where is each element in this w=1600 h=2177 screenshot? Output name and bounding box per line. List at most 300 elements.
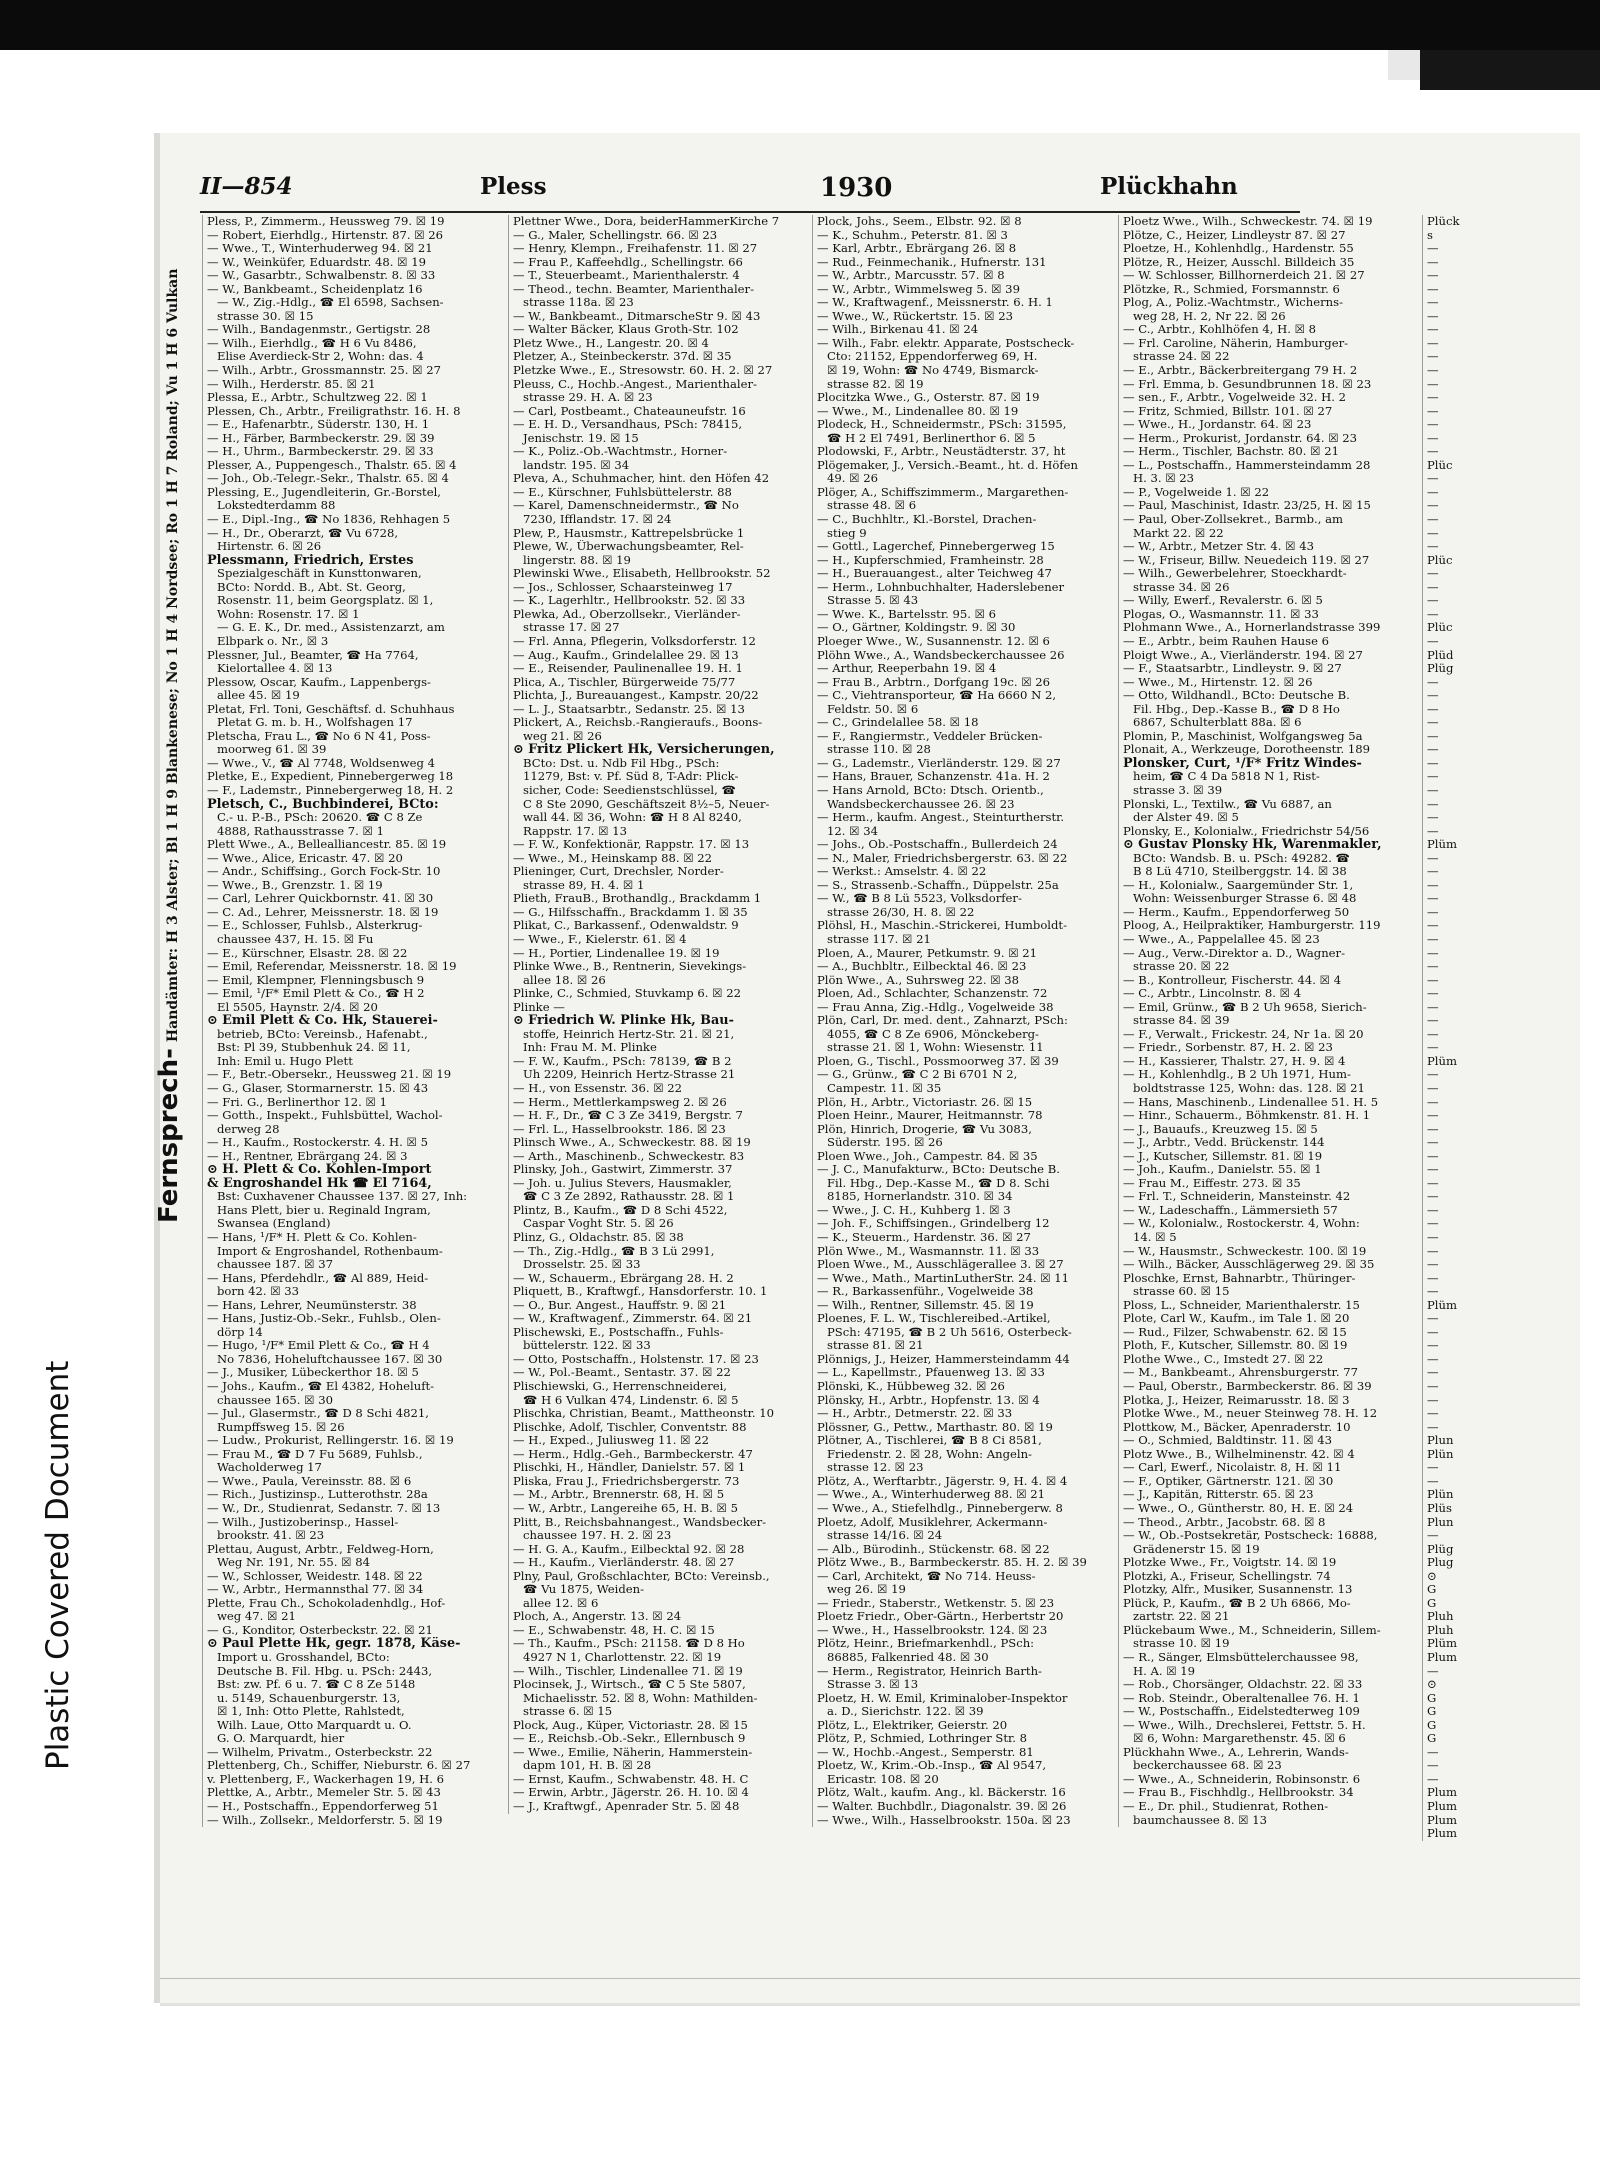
header-rule bbox=[200, 211, 1300, 213]
directory-entry-line: strasse 84. ☒ 39 bbox=[1133, 1014, 1230, 1028]
directory-entry-line: Süderstr. 195. ☒ 26 bbox=[827, 1136, 943, 1150]
directory-entry-line: — C., Arbtr., Lincolnstr. 8. ☒ 4 bbox=[1123, 987, 1302, 1001]
directory-entry-line: Pluh bbox=[1427, 1610, 1454, 1624]
directory-entry-line: Plohmann Wwe., A., Hornerlandstrasse 399 bbox=[1123, 621, 1381, 635]
directory-entry-line: — E. H. D., Versandhaus, PSch: 78415, bbox=[513, 418, 743, 432]
directory-entry-line: — bbox=[1427, 824, 1439, 838]
directory-entry-line: — bbox=[1427, 296, 1439, 310]
directory-entry-line: Kielortallee 4. ☒ 13 bbox=[217, 662, 333, 676]
directory-entry-line: — bbox=[1427, 1109, 1439, 1123]
directory-entry-line: chaussee 437, H. 15. ☒ Fu bbox=[217, 932, 374, 946]
directory-entry-line: — H., Rentner, Ebrärgang 24. ☒ 3 bbox=[207, 1149, 408, 1163]
directory-entry-line: — Wilh., Justizoberinsp., Hassel- bbox=[207, 1515, 399, 1529]
directory-entry-line: — W., Weinküfer, Eduardstr. 48. ☒ 19 bbox=[207, 255, 426, 269]
directory-entry-line: Bst: zw. Pf. 6 u. 7. ☎ C 8 Ze 5148 bbox=[217, 1678, 416, 1692]
directory-entry-line: Plotzke Wwe., Fr., Voigtstr. 14. ☒ 19 bbox=[1123, 1556, 1337, 1570]
directory-entry-line: Ploen, Ad., Schlachter, Schanzenstr. 72 bbox=[817, 987, 1048, 1001]
directory-entry-line: — bbox=[1427, 919, 1439, 933]
directory-entry-line: chaussee 197. H. 2. ☒ 23 bbox=[523, 1529, 672, 1543]
directory-entry-line: weg 26. ☒ 19 bbox=[827, 1583, 906, 1597]
directory-entry-line: — bbox=[1427, 1041, 1439, 1055]
directory-entry-line: 4927 N 1, Charlottenstr. 22. ☒ 19 bbox=[523, 1650, 722, 1664]
directory-entry-line: Plüm bbox=[1427, 1637, 1457, 1651]
directory-entry-line: strasse 60. ☒ 15 bbox=[1133, 1285, 1230, 1299]
directory-entry-line: — E., Reichsb.-Ob.-Sekr., Ellernbusch 9 bbox=[513, 1732, 746, 1746]
directory-entry-line: Plöhn Wwe., A., Wandsbeckerchaussee 26 bbox=[817, 648, 1065, 662]
directory-entry-line: — K., Lagerhltr., Hellbrookstr. 52. ☒ 33 bbox=[513, 594, 746, 608]
directory-entry-line: — G., Lademstr., Vierländerstr. 129. ☒ 27 bbox=[817, 756, 1061, 770]
directory-entry-line: — Arthur, Reeperbahn 19. ☒ 4 bbox=[817, 662, 997, 676]
directory-entry-line: — W., Ob.-Postsekretär, Postscheck: 16888, bbox=[1123, 1529, 1378, 1543]
directory-entry-line: ☎ C 3 Ze 2892, Rathausstr. 28. ☒ 1 bbox=[523, 1190, 735, 1204]
directory-entry-line: allee 18. ☒ 26 bbox=[523, 973, 606, 987]
directory-entry-line: — F., Verwalt., Frickestr. 24, Nr 1a. ☒ 20 bbox=[1123, 1027, 1364, 1041]
directory-entry-line: Plessa, E., Arbtr., Schultzweg 22. ☒ 1 bbox=[207, 391, 428, 405]
directory-entry-line: G. O. Marquardt, hier bbox=[217, 1732, 345, 1746]
directory-entry-line: G bbox=[1427, 1718, 1437, 1732]
directory-entry-line: — bbox=[1427, 689, 1439, 703]
directory-entry-line: strasse 10. ☒ 19 bbox=[1133, 1637, 1230, 1651]
directory-entry-line: — Wilh., Birkenau 41. ☒ 24 bbox=[817, 323, 979, 337]
directory-entry-line: strasse 6. ☒ 15 bbox=[523, 1705, 613, 1719]
directory-entry-line: — Wwe., H., Hasselbrookstr. 124. ☒ 23 bbox=[817, 1623, 1048, 1637]
directory-entry-line: — W., Kraftwagenf., Zimmerstr. 64. ☒ 21 bbox=[513, 1312, 753, 1326]
directory-entry-line: 6867, Schulterblatt 88a. ☒ 6 bbox=[1133, 716, 1302, 730]
directory-entry-line: Plonsker, Curt, ¹/F* Fritz Windes- bbox=[1123, 756, 1362, 771]
directory-entry-line: — Wwe., O., Güntherstr. 80, H. E. ☒ 24 bbox=[1123, 1501, 1354, 1515]
directory-entry-line: 8185, Hornerlandstr. 310. ☒ 34 bbox=[827, 1190, 1013, 1204]
directory-entry-line: — W., Gasarbtr., Schwalbenstr. 8. ☒ 33 bbox=[207, 269, 436, 283]
directory-entry-line: — Wilh., Herderstr. 85. ☒ 21 bbox=[207, 377, 376, 391]
directory-entry-line: Import u. Grosshandel, BCto: bbox=[217, 1650, 390, 1664]
directory-entry-line: — Robert, Eierhdlg., Hirtenstr. 87. ☒ 26 bbox=[207, 228, 444, 242]
directory-entry-line: — Hans, Pferdehdlr., ☎ Al 889, Heid- bbox=[207, 1271, 429, 1285]
directory-entry-line: Plischewski, E., Postschaffn., Fuhls- bbox=[513, 1325, 724, 1339]
directory-entry-line: Ploenes, F. L. W., Tischlereibed.-Artikel, bbox=[817, 1312, 1051, 1326]
directory-entry-line: — bbox=[1427, 431, 1439, 445]
directory-entry-line: — Wwe., A., Winterhuderweg 88. ☒ 21 bbox=[817, 1488, 1046, 1502]
directory-entry-line: Plönski, K., Hübbeweg 32. ☒ 26 bbox=[817, 1380, 1005, 1394]
directory-entry-line: — Frau P., Kaffeehdlg., Schellingstr. 66 bbox=[513, 255, 743, 269]
directory-entry-line: — L., Postschaffn., Hammersteindamm 28 bbox=[1123, 458, 1371, 472]
directory-entry-line: strasse 29. H. A. ☒ 23 bbox=[523, 391, 653, 405]
directory-entry-line: — bbox=[1427, 811, 1439, 825]
exchange-legend-text: Handämter: H 3 Alster; Bl 1 H 9 Blankenese; No 1 H 4 Nordsee; Ro 1 H 7 Roland; Vu 1 H 6 Vulkan bbox=[165, 268, 181, 1043]
directory-entry-line: 4888, Rathausstrasse 7. ☒ 1 bbox=[217, 824, 384, 838]
directory-entry-line: — bbox=[1427, 391, 1439, 405]
directory-entry-line: büttelerstr. 122. ☒ 33 bbox=[523, 1339, 651, 1353]
directory-entry-line: strasse 12. ☒ 23 bbox=[827, 1461, 924, 1475]
directory-entry-line: — W., Kolonialw., Rostockerstr. 4, Wohn: bbox=[1123, 1217, 1360, 1231]
directory-entry-line: Plotz Wwe., B., Wilhelminenstr. 42. ☒ 4 bbox=[1123, 1447, 1355, 1461]
directory-entry-line: Plitt, B., Reichsbahnangest., Wandsbecker- bbox=[513, 1515, 767, 1529]
directory-entry-line: — C., Buchhltr., Kl.-Borstel, Drachen- bbox=[817, 513, 1037, 527]
directory-entry-line: — Hans, Lehrer, Neumünsterstr. 38 bbox=[207, 1298, 417, 1312]
directory-entry-line: — bbox=[1427, 1420, 1439, 1434]
directory-entry-line: Plote, Carl W., Kaufm., im Tale 1. ☒ 20 bbox=[1123, 1312, 1350, 1326]
directory-entry-line: — bbox=[1427, 580, 1439, 594]
header-first-word: Pless bbox=[480, 173, 547, 200]
directory-entry-line: — bbox=[1427, 309, 1439, 323]
directory-entry-line: Cto: 21152, Eppendorferweg 69, H. bbox=[827, 350, 1038, 364]
directory-entry-line: Plettner Wwe., Dora, beiderHammerKirche 7 bbox=[513, 215, 780, 228]
directory-entry-line: Caspar Voght Str. 5. ☒ 26 bbox=[523, 1217, 674, 1231]
directory-entry-line: — P., Vogelweide 1. ☒ 22 bbox=[1123, 485, 1270, 499]
directory-entry-line: Michaelisstr. 52. ☒ 8, Wohn: Mathilden- bbox=[523, 1691, 758, 1705]
directory-entry-line: — F. W., Konfektionär, Rappstr. 17. ☒ 13 bbox=[513, 838, 750, 852]
directory-entry-line: landstr. 195. ☒ 34 bbox=[523, 458, 630, 472]
directory-entry-line: — Emil, Grünw., ☎ B 2 Uh 9658, Sierich- bbox=[1123, 1000, 1367, 1014]
directory-entry-line: Weg Nr. 191, Nr. 55. ☒ 84 bbox=[217, 1556, 370, 1570]
directory-entry-line: — E., Reisender, Paulinenallee 19. H. 1 bbox=[513, 662, 743, 676]
directory-entry-line: — Wilh., Bandagenmstr., Gertigstr. 28 bbox=[207, 323, 431, 337]
directory-entry-line: Elbpark o. Nr., ☒ 3 bbox=[217, 634, 329, 648]
directory-entry-line: — Wilh., Tischler, Lindenallee 71. ☒ 19 bbox=[513, 1664, 743, 1678]
directory-entry-line: 11279, Bst: v. Pf. Süd 8, T-Adr: Plick- bbox=[523, 770, 739, 784]
directory-entry-line: — bbox=[1427, 445, 1439, 459]
directory-entry-line: — Wwe., M., Lindenallee 80. ☒ 19 bbox=[817, 404, 1019, 418]
page-bottom-line bbox=[160, 1978, 1580, 1979]
directory-entry-line: G bbox=[1427, 1691, 1437, 1705]
directory-entry-line: — C. Ad., Lehrer, Meissnerstr. 18. ☒ 19 bbox=[207, 905, 439, 919]
directory-entry-line: — bbox=[1427, 1285, 1439, 1299]
directory-entry-line: Plewinski Wwe., Elisabeth, Hellbrookstr. 52 bbox=[513, 567, 771, 581]
directory-entry-line: strasse 110. ☒ 28 bbox=[827, 743, 931, 757]
directory-entry-line: PSch: 47195, ☎ B 2 Uh 5616, Osterbeck- bbox=[827, 1325, 1072, 1339]
directory-entry-line: — Paul, Oberstr., Barmbeckerstr. 86. ☒ 39 bbox=[1123, 1380, 1372, 1394]
directory-entry-line: — Herm., Lohnbuchhalter, Haderslebener bbox=[817, 580, 1065, 594]
directory-entry-line: strasse 3. ☒ 39 bbox=[1133, 783, 1223, 797]
directory-entry-line: Plock, Aug., Küper, Victoriastr. 28. ☒ 15 bbox=[513, 1718, 748, 1732]
directory-entry-line: Deutsche B. Fil. Hbg. u. PSch: 2443, bbox=[217, 1664, 433, 1678]
directory-entry-line: — Walter. Buchbdlr., Diagonalstr. 39. ☒ 26 bbox=[817, 1799, 1067, 1813]
directory-entry-line: — W. Schlosser, Billhornerdeich 21. ☒ 27 bbox=[1123, 269, 1365, 283]
directory-entry-line: — bbox=[1427, 932, 1439, 946]
directory-entry-line: — bbox=[1427, 1664, 1439, 1678]
directory-entry-line: — bbox=[1427, 702, 1439, 716]
directory-entry-line: Pletzer, A., Steinbeckerstr. 37d. ☒ 35 bbox=[513, 350, 732, 364]
directory-entry-line: — bbox=[1427, 1095, 1439, 1109]
directory-entry-line: wall 44. ☒ 36, Wohn: ☎ H 8 Al 8240, bbox=[523, 811, 742, 825]
directory-entry-line: — Wwe., Math., MartinLutherStr. 24. ☒ 11 bbox=[817, 1271, 1070, 1285]
directory-entry-line: — bbox=[1427, 1461, 1439, 1475]
directory-entry-line: — bbox=[1427, 336, 1439, 350]
directory-entry-line: weg 28, H. 2, Nr 22. ☒ 26 bbox=[1133, 309, 1286, 323]
directory-entry-line: Plischke, Adolf, Tischler, Conventstr. 88 bbox=[513, 1420, 747, 1434]
directory-entry-line: — Emil, Referendar, Meissnerstr. 18. ☒ 19 bbox=[207, 960, 457, 974]
directory-entry-line: Campestr. 11. ☒ 35 bbox=[827, 1082, 942, 1095]
directory-entry-line: Plessmann, Friedrich, Erstes bbox=[207, 553, 414, 568]
directory-entry-line: Plinz, G., Oldachstr. 85. ☒ 38 bbox=[513, 1231, 684, 1245]
directory-entry-line: — O., Schmied, Baldtinstr. 11. ☒ 43 bbox=[1123, 1434, 1333, 1448]
directory-entry-line: Plückhahn Wwe., A., Lehrerin, Wands- bbox=[1123, 1745, 1349, 1759]
directory-entry-line: — bbox=[1427, 255, 1439, 269]
directory-entry-line: der Alster 49. ☒ 5 bbox=[1133, 811, 1239, 825]
directory-entry-line: — K., Schuhm., Peterstr. 81. ☒ 3 bbox=[817, 228, 1008, 242]
directory-entry-line: Feldstr. 50. ☒ 6 bbox=[827, 702, 919, 716]
directory-entry-line: — Johs., Ob.-Postschaffn., Bullerdeich 24 bbox=[817, 838, 1058, 852]
directory-entry-line: Plonski, L., Textilw., ☎ Vu 6887, an bbox=[1123, 797, 1332, 811]
directory-entry-line: — bbox=[1427, 770, 1439, 784]
directory-entry-line: — G., Maler, Schellingstr. 66. ☒ 23 bbox=[513, 228, 718, 242]
directory-entry-line: Plotzki, A., Friseur, Schellingstr. 74 bbox=[1123, 1569, 1331, 1583]
directory-entry-line: — L. J., Staatsarbtr., Sedanstr. 25. ☒ 13 bbox=[513, 702, 745, 716]
directory-entry-line: — bbox=[1427, 743, 1439, 757]
directory-entry-line: — Otto, Postschaffn., Holstenstr. 17. ☒ 23 bbox=[513, 1352, 759, 1366]
directory-entry-line: — E., Arbtr., beim Rauhen Hause 6 bbox=[1123, 634, 1330, 648]
directory-entry-line: — H., von Essenstr. 36. ☒ 22 bbox=[513, 1082, 683, 1095]
plastic-covered-label: Plastic Covered Document bbox=[40, 1360, 76, 1770]
directory-entry-line: — W., Bankbeamt., DitmarscheStr 9. ☒ 43 bbox=[513, 309, 761, 323]
directory-entry-line: — Carl, Ewerf., Nicolaistr. 8, H. ☒ 11 bbox=[1123, 1461, 1342, 1475]
directory-entry-line: Ploschke, Ernst, Bahnarbtr., Thüringer- bbox=[1123, 1271, 1356, 1285]
directory-entry-line: — Friedr., Staberstr., Wetkenstr. 5. ☒ 23 bbox=[817, 1596, 1055, 1610]
directory-entry-line: Pletat G. m. b. H., Wolfshagen 17 bbox=[217, 716, 413, 730]
directory-entry-line: Pletscha, Frau L., ☎ No 6 N 41, Poss- bbox=[207, 729, 431, 743]
directory-entry-line: Plötze, C., Heizer, Lindleystr 87. ☒ 27 bbox=[1123, 228, 1346, 242]
directory-entry-line: Ploeger Wwe., W., Susannenstr. 12. ☒ 6 bbox=[817, 634, 1050, 648]
directory-entry-line: 14. ☒ 5 bbox=[1133, 1231, 1177, 1245]
directory-entry-line: — Wwe., T., Winterhuderweg 94. ☒ 21 bbox=[207, 242, 433, 256]
directory-entry-line: Plüm bbox=[1427, 1298, 1457, 1312]
directory-entry-line: — Wwe., A., Schneiderin, Robinsonstr. 6 bbox=[1123, 1772, 1361, 1786]
directory-entry-line: Plock, Johs., Seem., Elbstr. 92. ☒ 8 bbox=[817, 215, 1022, 228]
directory-entry-line: — R., Barkassenführ., Vogelweide 38 bbox=[817, 1285, 1034, 1299]
directory-entry-line: Plun bbox=[1427, 1434, 1454, 1448]
directory-entry-line: Pletsch, C., Buchbinderei, BCto: bbox=[207, 797, 439, 812]
directory-entry-line: weg 21. ☒ 26 bbox=[523, 729, 602, 743]
directory-entry-line: — Frau B., Fischhdlg., Hellbrookstr. 34 bbox=[1123, 1786, 1354, 1800]
header-year: 1930 bbox=[820, 173, 893, 203]
directory-entry-line: Plogas, O., Wasmannstr. 11. ☒ 33 bbox=[1123, 607, 1319, 621]
directory-entry-line: Plieninger, Curt, Drechsler, Norder- bbox=[513, 865, 724, 879]
directory-entry-line: Plüm bbox=[1427, 1054, 1457, 1068]
directory-entry-line: strasse 20. ☒ 22 bbox=[1133, 960, 1230, 974]
directory-entry-line: — W., Hausmstr., Schweckestr. 100. ☒ 19 bbox=[1123, 1244, 1367, 1258]
directory-entry-line: Plönsky, H., Arbtr., Hopfenstr. 13. ☒ 4 bbox=[817, 1393, 1040, 1407]
directory-entry-line: — W., Kraftwagenf., Meissnerstr. 6. H. 1 bbox=[817, 296, 1053, 310]
directory-entry-line: Jenischstr. 19. ☒ 15 bbox=[523, 431, 639, 445]
directory-entry-line: Plettke, A., Arbtr., Memeler Str. 5. ☒ 43 bbox=[207, 1786, 441, 1800]
directory-entry-line: strasse 48. ☒ 6 bbox=[827, 499, 917, 513]
directory-entry-line: — R., Sänger, Elmsbüttelerchaussee 98, bbox=[1123, 1650, 1359, 1664]
directory-entry-line: — G., Konditor, Osterbeckstr. 22. ☒ 21 bbox=[207, 1623, 433, 1637]
directory-entry-line: — E., Kürschner, Fuhlsbüttelerstr. 88 bbox=[513, 485, 732, 499]
directory-entry-line: — bbox=[1427, 987, 1439, 1001]
directory-entry-line: Spezialgeschäft in Kunsttonwaren, bbox=[217, 567, 422, 581]
directory-entry-line: — bbox=[1427, 675, 1439, 689]
directory-entry-line: Plessen, Ch., Arbtr., Freiligrathstr. 16. H. 8 bbox=[207, 404, 461, 418]
directory-entry-line: Plieth, FrauB., Brothandlg., Brackdamm 1 bbox=[513, 892, 762, 906]
directory-entry-line: — H. F., Dr., ☎ C 3 Ze 3419, Bergstr. 7 bbox=[513, 1109, 743, 1123]
directory-entry-line: — Wwe., B., Grenzstr. 1. ☒ 19 bbox=[207, 878, 383, 892]
directory-entry-line: — Carl, Lehrer Quickbornstr. 41. ☒ 30 bbox=[207, 892, 434, 906]
directory-entry-line: Pluh bbox=[1427, 1623, 1454, 1637]
directory-entry-line: betrieb, BCto: Vereinsb., Hafenabt., bbox=[217, 1027, 428, 1041]
directory-entry-line: — W., Ladeschaffn., Lämmersieth 57 bbox=[1123, 1203, 1338, 1217]
directory-entry-line: 12. ☒ 34 bbox=[827, 824, 878, 838]
directory-entry-line: — C., Viehtransporteur, ☎ Ha 6660 N 2, bbox=[817, 689, 1057, 703]
directory-entry-line: — bbox=[1427, 404, 1439, 418]
directory-entry-line: — bbox=[1427, 1393, 1439, 1407]
directory-entry-line: — bbox=[1427, 540, 1439, 554]
directory-entry-line: Plica, A., Tischler, Bürgerweide 75/77 bbox=[513, 675, 736, 689]
directory-entry-line: Plikat, C., Barkassenf., Odenwaldstr. 9 bbox=[513, 919, 739, 933]
directory-entry-line: — Frau M., ☎ D 7 Fu 5689, Fuhlsb., bbox=[207, 1447, 423, 1461]
directory-entry-line: Plötz, L., Elektriker, Geierstr. 20 bbox=[817, 1718, 1008, 1732]
directory-entry-line: — bbox=[1427, 783, 1439, 797]
directory-entry-line: Plüg bbox=[1427, 662, 1454, 676]
directory-entry-line: Plottkow, M., Bäcker, Apenraderstr. 10 bbox=[1123, 1420, 1351, 1434]
directory-entry-line: — H., Postschaffn., Eppendorferweg 51 bbox=[207, 1799, 439, 1813]
directory-entry-line: — bbox=[1427, 1163, 1439, 1177]
directory-entry-line: ⊙ Friedrich W. Plinke Hk, Bau- bbox=[513, 1014, 734, 1028]
directory-entry-line: — Hans, ¹/F* H. Plett & Co. Kohlen- bbox=[207, 1231, 417, 1245]
directory-entry-line: — H., Kaufm., Rostockerstr. 4. H. ☒ 5 bbox=[207, 1136, 428, 1150]
directory-entry-line: sicher, Code: Seedienstschlüssel, ☎ bbox=[523, 783, 736, 797]
directory-entry-line: Ploetz, W., Krim.-Ob.-Insp., ☎ Al 9547, bbox=[817, 1759, 1047, 1773]
directory-entry-line: Plinke, C., Schmied, Stuvkamp 6. ☒ 22 bbox=[513, 987, 741, 1001]
directory-entry-line: — E., Dipl.-Ing., ☎ No 1836, Rehhagen 5 bbox=[207, 513, 451, 527]
directory-entry-line: Plonait, A., Werkzeuge, Dorotheenstr. 189 bbox=[1123, 743, 1371, 757]
directory-entry-line: — F., Staatsarbtr., Lindleystr. 9. ☒ 27 bbox=[1123, 662, 1342, 676]
directory-entry-line: — bbox=[1427, 892, 1439, 906]
directory-entry-line: — E., Kürschner, Elsastr. 28. ☒ 22 bbox=[207, 946, 408, 960]
directory-entry-line: — Aug., Verw.-Direktor a. D., Wagner- bbox=[1123, 946, 1346, 960]
directory-entry-line: — bbox=[1427, 364, 1439, 378]
directory-entry-line: — J., Arbtr., Vedd. Brückenstr. 144 bbox=[1123, 1136, 1325, 1150]
directory-entry-line: — bbox=[1427, 1014, 1439, 1028]
directory-entry-line: Plön Wwe., M., Wasmannstr. 11. ☒ 33 bbox=[817, 1244, 1040, 1258]
directory-entry-line: — bbox=[1427, 1136, 1439, 1150]
directory-entry-line: ☎ H 2 El 7491, Berlinerthor 6. ☒ 5 bbox=[827, 431, 1036, 445]
directory-entry-line: — Wwe., H., Jordanstr. 64. ☒ 23 bbox=[1123, 418, 1312, 432]
directory-entry-line: — Wilh., Fabr. elektr. Apparate, Postscheck- bbox=[817, 336, 1075, 350]
directory-entry-line: Plötze, R., Heizer, Ausschl. Billdeich 35 bbox=[1123, 255, 1355, 269]
directory-entry-line: Plischki, H., Händler, Danielstr. 57. ☒ 1 bbox=[513, 1461, 746, 1475]
directory-entry-line: — M., Bankbeamt., Ahrensburgerstr. 77 bbox=[1123, 1366, 1358, 1380]
directory-entry-line: — bbox=[1427, 973, 1439, 987]
directory-entry-line: — Wwe., Wilh., Hasselbrookstr. 150a. ☒ 23 bbox=[817, 1813, 1071, 1827]
directory-entry-line: — C., Grindelallee 58. ☒ 18 bbox=[817, 716, 979, 730]
directory-entry-line: Plötz, A., Werftarbtr., Jägerstr. 9, H. 4. ☒ 4 bbox=[817, 1474, 1068, 1488]
directory-entry-line: — Wwe., M., Heinskamp 88. ☒ 22 bbox=[513, 851, 713, 865]
directory-entry-line: Bst: Cuxhavener Chaussee 137. ☒ 27, Inh: bbox=[217, 1190, 468, 1204]
directory-entry-line: — W., Schauerm., Ebrärgang 28. H. 2 bbox=[513, 1271, 734, 1285]
directory-entry-line: — Herm., Tischler, Bachstr. 80. ☒ 21 bbox=[1123, 445, 1339, 459]
directory-entry-line: — bbox=[1427, 1312, 1439, 1326]
directory-entry-line: — bbox=[1427, 1027, 1439, 1041]
directory-entry-line: dörp 14 bbox=[217, 1325, 263, 1339]
directory-entry-line: Ploth, F., Kutscher, Sillemstr. 80. ☒ 19 bbox=[1123, 1339, 1348, 1353]
directory-entry-line: Strasse 5. ☒ 43 bbox=[827, 594, 919, 608]
directory-entry-line: Plodeck, H., Schneidermstr., PSch: 31595, bbox=[817, 418, 1067, 432]
directory-entry-line: strasse 17. ☒ 27 bbox=[523, 621, 620, 635]
directory-entry-line: — E., Schlosser, Fuhlsb., Alsterkrug- bbox=[207, 919, 423, 933]
directory-entry-line: Pletz Wwe., H., Langestr. 20. ☒ 4 bbox=[513, 336, 709, 350]
directory-entry-line: Plewe, W., Überwachungsbeamter, Rel- bbox=[513, 540, 744, 554]
directory-entry-line: Plötz Wwe., B., Barmbeckerstr. 85. H. 2. ☒ 39 bbox=[817, 1556, 1087, 1570]
directory-entry-line: ⊙ bbox=[1427, 1678, 1437, 1692]
directory-entry-line: — Hans Arnold, BCto: Dtsch. Orientb., bbox=[817, 783, 1044, 797]
directory-entry-line: heim, ☎ C 4 Da 5818 N 1, Rist- bbox=[1133, 770, 1320, 784]
directory-entry-line: s bbox=[1427, 228, 1433, 242]
directory-entry-line: — J., Kutscher, Sillemstr. 81. ☒ 19 bbox=[1123, 1149, 1323, 1163]
directory-entry-line: Ploigt Wwe., A., Vierländerstr. 194. ☒ 27 bbox=[1123, 648, 1363, 662]
directory-entry-line: Plewka, Ad., Oberzollsekr., Vierländer- bbox=[513, 607, 741, 621]
directory-entry-line: — bbox=[1427, 797, 1439, 811]
directory-entry-line: — bbox=[1427, 418, 1439, 432]
directory-entry-line: Plettau, August, Arbtr., Feldweg-Horn, bbox=[207, 1542, 434, 1556]
directory-entry-line: G bbox=[1427, 1583, 1437, 1597]
directory-entry-line: — bbox=[1427, 607, 1439, 621]
directory-entry-line: Plötner, A., Tischlerei, ☎ B 8 Ci 8581, bbox=[817, 1434, 1042, 1448]
directory-entry-line: Plück bbox=[1427, 215, 1460, 228]
directory-entry-line: G bbox=[1427, 1596, 1437, 1610]
directory-entry-line: — bbox=[1427, 567, 1439, 581]
directory-entry-line: — Herm., Mettlerkampsweg 2. ☒ 26 bbox=[513, 1095, 727, 1109]
directory-entry-line: Grädenerstr 15. ☒ 19 bbox=[1133, 1542, 1260, 1556]
directory-entry-line: Pless, P., Zimmerm., Heussweg 79. ☒ 19 bbox=[207, 215, 445, 228]
directory-entry-line: ⊙ Gustav Plonsky Hk, Warenmakler, bbox=[1123, 838, 1382, 852]
directory-entry-line: — Wilhelm, Privatm., Osterbeckstr. 22 bbox=[207, 1745, 433, 1759]
directory-entry-line: — Paul, Ober-Zollsekret., Barmb., am bbox=[1123, 513, 1344, 527]
directory-entry-line: — bbox=[1427, 1407, 1439, 1421]
directory-entry-line: Drosselstr. 25. ☒ 33 bbox=[523, 1258, 641, 1272]
directory-entry-line: — J., Kraftwgf., Apenrader Str. 5. ☒ 48 bbox=[513, 1799, 740, 1813]
directory-entry-line: strasse 26/30, H. 8. ☒ 22 bbox=[827, 905, 975, 919]
directory-entry-line: — Joh. F., Schiffsingen., Grindelberg 12 bbox=[817, 1217, 1050, 1231]
directory-entry-line: Plomin, P., Maschinist, Wolfgangsweg 5a bbox=[1123, 729, 1363, 743]
directory-entry-line: — bbox=[1427, 1745, 1439, 1759]
directory-entry-line: ⊙ Emil Plett & Co. Hk, Stauerei- bbox=[207, 1014, 438, 1028]
directory-entry-line: — G. E. K., Dr. med., Assistenzarzt, am bbox=[217, 621, 445, 635]
directory-entry-line: — G., Hilfsschaffn., Brackdamm 1. ☒ 35 bbox=[513, 905, 748, 919]
directory-entry-line: — Wilh., Zollsekr., Meldorferstr. 5. ☒ 19 bbox=[207, 1813, 443, 1827]
directory-entry-line: — Rud., Feinmechanik., Hufnerstr. 131 bbox=[817, 255, 1047, 269]
directory-entry-line: — bbox=[1427, 282, 1439, 296]
directory-entry-line: — H. G. A., Kaufm., Eilbecktal 92. ☒ 28 bbox=[513, 1542, 745, 1556]
directory-entry-line: Plum bbox=[1427, 1799, 1457, 1813]
directory-entry-line: — W., Arbtr., Langereihe 65, H. B. ☒ 5 bbox=[513, 1501, 738, 1515]
directory-entry-line: — Frau M., Eiffestr. 273. ☒ 35 bbox=[1123, 1176, 1301, 1190]
directory-entry-line: 4055, ☎ C 8 Ze 6906, Mönckeberg- bbox=[827, 1027, 1039, 1041]
directory-entry-line: — Emil, ¹/F* Emil Plett & Co., ☎ H 2 bbox=[207, 987, 425, 1001]
directory-entry-line: Plück, P., Kaufm., ☎ B 2 Uh 6866, Mo- bbox=[1123, 1596, 1351, 1610]
directory-entry-line: Plny, Paul, Großschlachter, BCto: Vereinsb., bbox=[513, 1569, 770, 1583]
directory-entry-line: Plickert, A., Reichsb.-Rangieraufs., Boons- bbox=[513, 716, 763, 730]
directory-entry-line: — Frl. Emma, b. Gesundbrunnen 18. ☒ 23 bbox=[1123, 377, 1372, 391]
directory-entry-line: Pletzke Wwe., E., Stresowstr. 60. H. 2. ☒ 27 bbox=[513, 364, 773, 378]
directory-column-3 bbox=[812, 215, 1115, 1827]
directory-entry-line: — W., Pol.-Beamt., Sentastr. 37. ☒ 22 bbox=[513, 1366, 731, 1380]
directory-entry-line: lingerstr. 88. ☒ 19 bbox=[523, 553, 631, 567]
directory-entry-line: — S., Strassenb.-Schaffn., Düppelstr. 25a bbox=[817, 878, 1059, 892]
directory-entry-line: G bbox=[1427, 1732, 1437, 1746]
directory-entry-line: Ploen, G., Tischl., Possmoorweg 37. ☒ 39 bbox=[817, 1054, 1059, 1068]
directory-entry-line: — Wwe., Alice, Ericastr. 47. ☒ 20 bbox=[207, 851, 403, 865]
directory-entry-line: Hirtenstr. 6. ☒ 26 bbox=[217, 540, 322, 554]
directory-entry-line: C.- u. P.-B., PSch: 20620. ☎ C 8 Ze bbox=[217, 811, 423, 825]
directory-entry-line: — F. W., Kaufm., PSch: 78139, ☎ B 2 bbox=[513, 1054, 732, 1068]
directory-entry-line: — Wwe., J. C. H., Kuhberg 1. ☒ 3 bbox=[817, 1203, 1011, 1217]
directory-entry-line: — Hans, Maschinenb., Lindenallee 51. H. 5 bbox=[1123, 1095, 1379, 1109]
directory-entry-line: — W., Arbtr., Metzer Str. 4. ☒ 43 bbox=[1123, 540, 1314, 554]
directory-entry-line: — Erwin, Arbtr., Jägerstr. 26. H. 10. ☒ 4 bbox=[513, 1786, 749, 1800]
directory-entry-line: — bbox=[1427, 960, 1439, 974]
directory-entry-line: — bbox=[1427, 1258, 1439, 1272]
directory-entry-line: Plötz, P., Schmied, Lothringer Str. 8 bbox=[817, 1732, 1028, 1746]
